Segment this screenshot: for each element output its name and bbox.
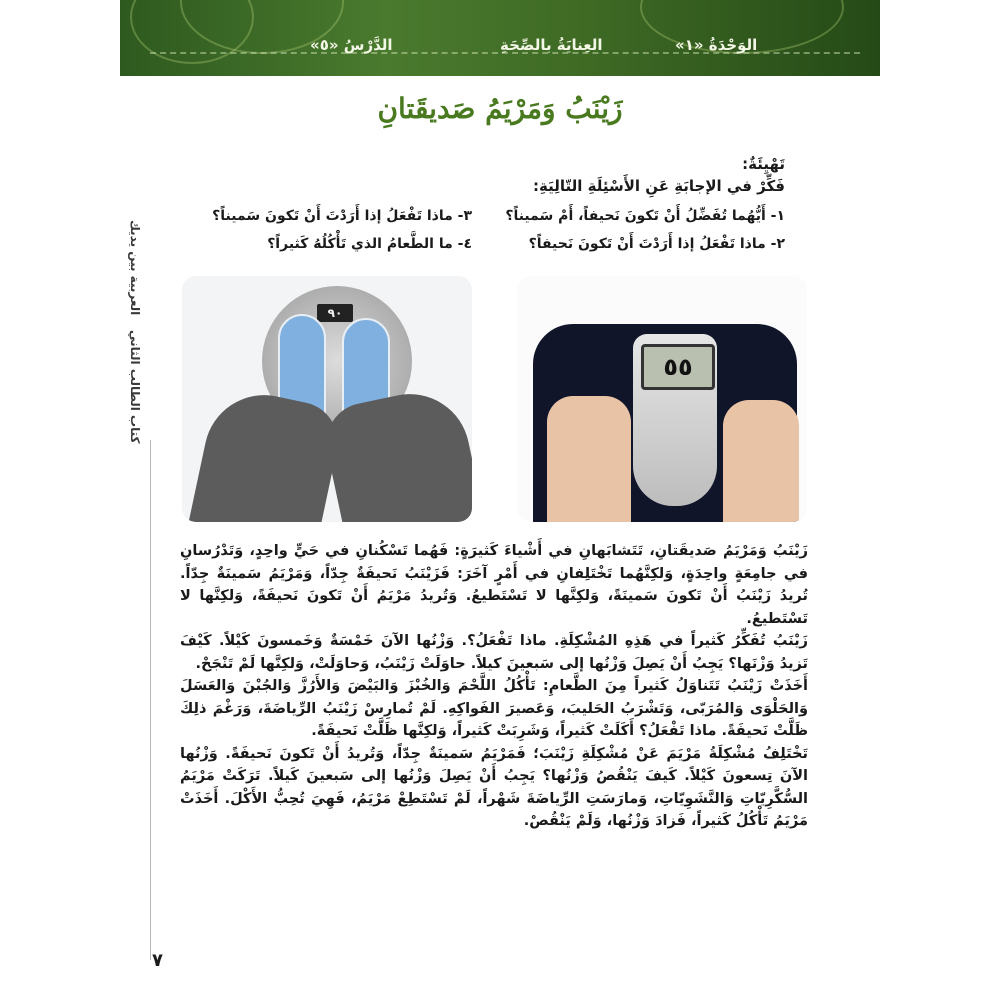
side-student-book: كتاب الطالب الثاني bbox=[128, 330, 142, 444]
story-paragraph: تَخْتَلِفُ مُشْكِلَةُ مَرْيَمَ عَنْ مُشْكِلَةِ زَيْنَبَ؛ فَمَرْيَمُ سَمينَةٌ جِدّاً، وَتُريدُ أَنْ تَكونَ نَحيفَةً. وَزْنُها الآنَ تِسعونَ كَيْلاً. كَيفَ يَنْقُصُ وَزْنُها؟ يَجِبُ أَنْ يَصِلَ وَزْنُها إلى سَبعينَ كَيلاً. تَرَكَتْ مَرْيَمُ السُّكَّرِيّاتِ وَالنَّشَوِيّاتِ، وَمارَسَتِ الرِّياضَةَ شَهْراً، لَمْ تَسْتَطِعْ مَرْيَمُ، فَهِيَ تُحِبُّ الأَكْلَ. أَخَذَتْ مَرْيَمُ تَأْكُلُ كَثيراً، فَزادَ وَزْنُها، وَلَمْ يَنْقُصْ. bbox=[180, 745, 808, 829]
header-banner bbox=[120, 0, 880, 76]
prep-label: تَهْيِئَةٌ: bbox=[742, 155, 785, 173]
question-3: ٣- ماذا تَفْعَلُ إذا أَرَدْتَ أَنْ تَكونَ سَميناً؟ bbox=[212, 208, 472, 224]
question-2: ٢- ماذا تَفْعَلُ إذا أَرَدْتَ أَنْ تَكونَ نَحيفاً؟ bbox=[528, 236, 785, 252]
story-paragraph: زَيْنَبُ وَمَرْيَمُ صَديقَتانِ، تَتَشابَهانِ في أَشْياءَ كَثيرَةٍ: فَهُما تَسْكُنانِ في حَيٍّ واحِدٍ، وَتَدْرُسانِ في جامِعَةٍ واحِدَةٍ، وَلكِنَّهُما تَخْتَلِفانِ في أَمْرٍ آخَرَ: فَزَيْنَبُ نَحيفَةٌ جِدّاً، وَمَرْيَمُ سَمينَةٌ جِدّاً. تُريدُ زَيْنَبُ أَنْ تَكونَ سَمينَةً، وَلكِنَّها لا تَسْتَطيعُ. وَتُريدُ مَرْيَمُ أَنْ تَكونَ نَحيفَةً، وَلكِنَّها لا تَسْتَطيعُ. bbox=[180, 543, 808, 627]
header-unit: الوَحْدَةُ «١» bbox=[675, 36, 758, 54]
side-label bbox=[128, 220, 158, 480]
scale-photo-thin bbox=[517, 276, 807, 522]
story-paragraph: أَخَذَتْ زَيْنَبُ تَتَناوَلُ كَثيراً مِنَ الطَّعامِ: تَأْكُلُ اللَّحْمَ وَالخُبْزَ وَالبَيْضَ وَالأَرُزَّ وَالجُبْنَ وَالعَسَلَ وَالحَلْوَى وَالمُرَبّى، وَتَشْرَبُ الحَليبَ، وَعَصيرَ الفَواكِهِ. لَمْ تُمارِسْ زَيْنَبُ الرِّياضَةَ، وَرَغْمَ ذلِكَ ظَلَّتْ نَحيفَةً. ماذا تَفْعَلُ؟ أَكَلَتْ كَثيراً، وَشَرِبَتْ كَثيراً، وَلكِنَّها ظَلَّتْ نَحيفَةً. bbox=[180, 678, 808, 739]
left-foot bbox=[547, 396, 631, 522]
header-topic: العِنايَةُ بالصِّحَةِ bbox=[500, 36, 603, 54]
scale-display: ٥٥ bbox=[641, 344, 715, 390]
side-divider bbox=[150, 440, 151, 960]
header-lesson: الدَّرْسُ «٥» bbox=[310, 36, 393, 54]
prep-instruction: فَكِّرْ في الإجابَةِ عَنِ الأَسْئِلَةِ التّالِيَةِ: bbox=[533, 177, 785, 195]
lesson-title: زَيْنَبُ وَمَرْيَمُ صَديقَتانِ bbox=[377, 92, 623, 125]
story-text bbox=[180, 540, 808, 833]
side-book-title: العربية بين يديك bbox=[128, 220, 142, 316]
page-number: ٧ bbox=[152, 950, 163, 971]
question-1: ١- أَيُّهُما تُفَضِّلُ أَنْ تَكونَ نَحيفاً، أَمْ سَميناً؟ bbox=[505, 208, 785, 224]
scale-photo-heavy bbox=[182, 276, 472, 522]
story-paragraph: زَيْنَبُ تُفَكِّرُ كَثيراً في هَذِهِ المُشْكِلَةِ. ماذا تَفْعَلُ؟. وَزْنُها الآنَ خَمْسَةٌ وَخَمسونَ كَيْلاً. كَيْفَ تَزيدُ وَزْنَها؟ يَجِبُ أَنْ يَصِلَ وَزْنُها إلى سَبعينَ كيلاً. حاوَلَتْ زَيْنَبُ، وَحاوَلَتْ، وَلكِنَّها لَمْ تَنْجَحْ. bbox=[180, 633, 808, 672]
right-foot bbox=[723, 400, 799, 522]
scale-display: ٩٠ bbox=[317, 304, 353, 322]
question-4: ٤- ما الطَّعامُ الذي تَأْكُلُهُ كَثيراً؟ bbox=[267, 236, 472, 252]
